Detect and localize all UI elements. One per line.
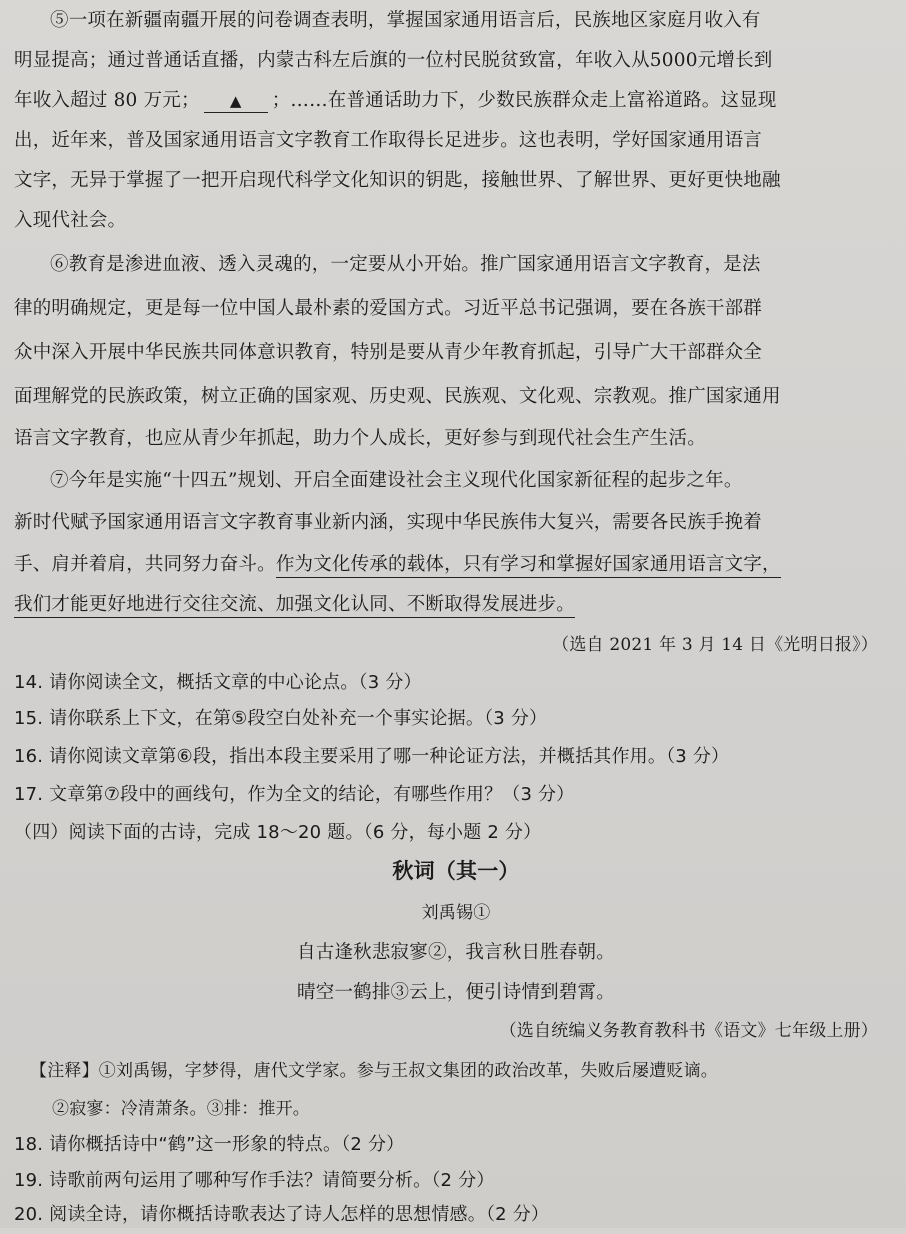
paragraph-5-line-3-start: 年收入超过 80 万元； <box>14 90 200 111</box>
article-source: （选自 2021 年 3 月 14 日《光明日报》） <box>552 635 878 655</box>
poem-note-1: 【注释】①刘禹锡，字梦得，唐代文学家。参与王叔文集团的政治改革，失败后屡遭贬谪。 <box>30 1061 718 1081</box>
question-18: 18. 请你概括诗中“鹤”这一形象的特点。（2 分） <box>14 1134 405 1155</box>
section-4-heading: （四）阅读下面的古诗，完成 18～20 题。（6 分，每小题 2 分） <box>14 822 542 843</box>
paragraph-5-line-6: 入现代社会。 <box>14 210 127 231</box>
question-20: 20. 阅读全诗，请你概括诗歌表达了诗人怎样的思想情感。（2 分） <box>14 1204 550 1225</box>
poem-note-2: ②寂寥：冷清萧条。③排：推开。 <box>52 1099 310 1119</box>
question-16: 16. 请你阅读文章第⑥段，指出本段主要采用了哪一种论证方法，并概括其作用。（3 分） <box>14 746 730 767</box>
paragraph-5-line-1: ⑤一项在新疆南疆开展的问卷调查表明，掌握国家通用语言后，民族地区家庭月收入有 <box>50 10 761 31</box>
question-17: 17. 文章第⑦段中的画线句，作为全文的结论，有哪些作用？（3 分） <box>14 784 575 805</box>
paragraph-6-line-5: 语言文字教育，也应从青少年抓起，助力个人成长，更好参与到现代社会生产生活。 <box>14 428 706 449</box>
paragraph-5-line-5: 文字，无异于掌握了一把开启现代科学文化知识的钥匙，接触世界、了解世界、更好更快地融 <box>14 170 781 191</box>
paragraph-7-line-3 <box>14 546 898 584</box>
paragraph-7-line-2: 新时代赋予国家通用语言文字教育事业新内涵，实现中华民族伟大复兴，需要各民族手挽着 <box>14 512 763 533</box>
paragraph-5-line-3-end: ；……在普通话助力下，少数民族群众走上富裕道路。这显现 <box>271 90 777 111</box>
paragraph-5-line-4: 出，近年来，普及国家通用语言文字教育工作取得长足进步。这也表明，学好国家通用语言 <box>14 130 763 151</box>
poem-author: 刘禹锡① <box>421 903 491 923</box>
paragraph-6-line-4: 面理解党的民族政策，树立正确的国家观、历史观、民族观、文化观、宗教观。推广国家通用 <box>14 386 781 407</box>
paragraph-7-line-4 <box>14 586 898 624</box>
question-14: 14. 请你阅读全文，概括文章的中心论点。（3 分） <box>14 672 422 693</box>
paragraph-6-line-3: 众中深入开展中华民族共同体意识教育，特别是要从青少年教育抓起，引导广大干部群众全 <box>14 342 763 363</box>
paragraph-7-line-3-start: 手、肩并着肩，共同努力奋斗。 <box>14 554 276 575</box>
question-15: 15. 请你联系上下文，在第⑤段空白处补充一个事实论据。（3 分） <box>14 708 548 729</box>
paragraph-6-line-2: 律的明确规定，更是每一位中国人最朴素的爱国方式。习近平总书记强调，要在各族干部群 <box>14 298 763 319</box>
poem-line-2: 晴空一鹤排③云上，便引诗情到碧霄。 <box>297 982 615 1003</box>
poem-source: （选自统编义务教育教科书《语文》七年级上册） <box>499 1021 878 1041</box>
poem-title: 秋词（其一） <box>392 859 520 883</box>
poem-line-1: 自古逢秋悲寂寥②，我言秋日胜春朝。 <box>297 942 615 963</box>
paragraph-5-line-2: 明显提高；通过普通话直播，内蒙古科左后旗的一位村民脱贫致富，年收入从5000元增长到 <box>14 50 773 71</box>
answer-blank: ▲ <box>204 90 268 113</box>
underlined-sentence-part-2: 我们才能更好地进行交往交流、加强文化认同、不断取得发展进步。 <box>14 594 575 618</box>
paragraph-5-line-3 <box>14 82 898 120</box>
underlined-sentence-part-1: 作为文化传承的载体，只有学习和掌握好国家通用语言文字， <box>276 554 781 578</box>
paragraph-7-line-1: ⑦今年是实施“十四五”规划、开启全面建设社会主义现代化国家新征程的起步之年。 <box>50 470 743 491</box>
question-19: 19. 诗歌前两句运用了哪种写作手法？请简要分析。（2 分） <box>14 1170 495 1191</box>
paragraph-6-line-1: ⑥教育是渗进血液、透入灵魂的，一定要从小开始。推广国家通用语言文字教育，是法 <box>50 254 761 275</box>
